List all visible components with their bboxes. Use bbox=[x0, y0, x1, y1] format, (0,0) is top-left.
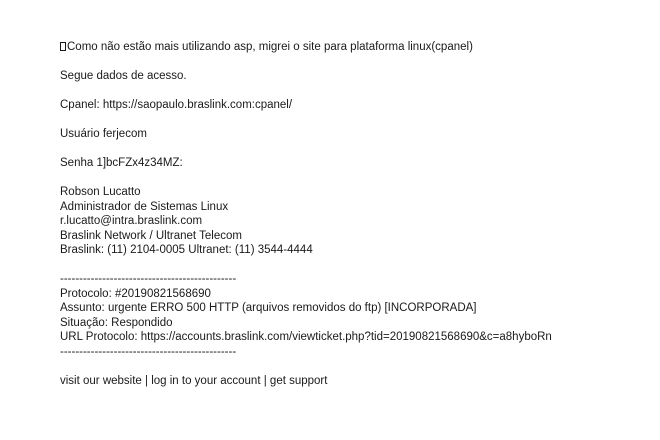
signature-phones: Braslink: (11) 2104-0005 Ultranet: (11) 3544-4444 bbox=[60, 244, 313, 256]
email-body bbox=[60, 40, 650, 388]
segue-line: Segue dados de acesso. bbox=[60, 70, 187, 82]
get-support-link[interactable]: get support bbox=[269, 374, 328, 387]
signature-email: r.lucatto@intra.braslink.com bbox=[60, 215, 203, 227]
intro-text: Como não estão mais utilizando asp, migrei o site para plataforma linux(cpanel) bbox=[67, 41, 473, 53]
missing-glyph-icon bbox=[60, 42, 66, 51]
signature-name: Robson Lucatto bbox=[60, 186, 141, 198]
signature-role: Administrador de Sistemas Linux bbox=[60, 200, 229, 213]
footer-separator: | bbox=[260, 374, 270, 387]
footer-links bbox=[60, 374, 650, 389]
intro-line bbox=[60, 40, 650, 55]
ticket-url: URL Protocolo: https://accounts.braslink.com/viewticket.php?tid=20190821568690&c=a8hyboRn bbox=[60, 331, 552, 343]
signature-company: Braslink Network / Ultranet Telecom bbox=[60, 229, 242, 242]
separator-top: ---------------------------------------------- bbox=[60, 273, 237, 285]
ticket-protocolo: Protocolo: #20190821568690 bbox=[60, 287, 211, 300]
footer-separator: | bbox=[141, 374, 152, 387]
usuario-line: Usuário ferjecom bbox=[60, 128, 147, 140]
ticket-assunto: Assunto: urgente ERRO 500 HTTP (arquivos removidos do ftp) [INCORPORADA] bbox=[60, 302, 477, 314]
separator-bottom: ---------------------------------------------- bbox=[60, 345, 237, 358]
senha-line: Senha 1]bcFZx4z34MZ: bbox=[60, 157, 183, 169]
login-link[interactable]: log in to your account bbox=[151, 374, 261, 387]
ticket-situacao: Situação: Respondido bbox=[60, 316, 173, 329]
visit-website-link[interactable]: visit our website bbox=[60, 374, 142, 387]
cpanel-line: Cpanel: https://saopaulo.braslink.com:cpanel/ bbox=[60, 99, 293, 111]
